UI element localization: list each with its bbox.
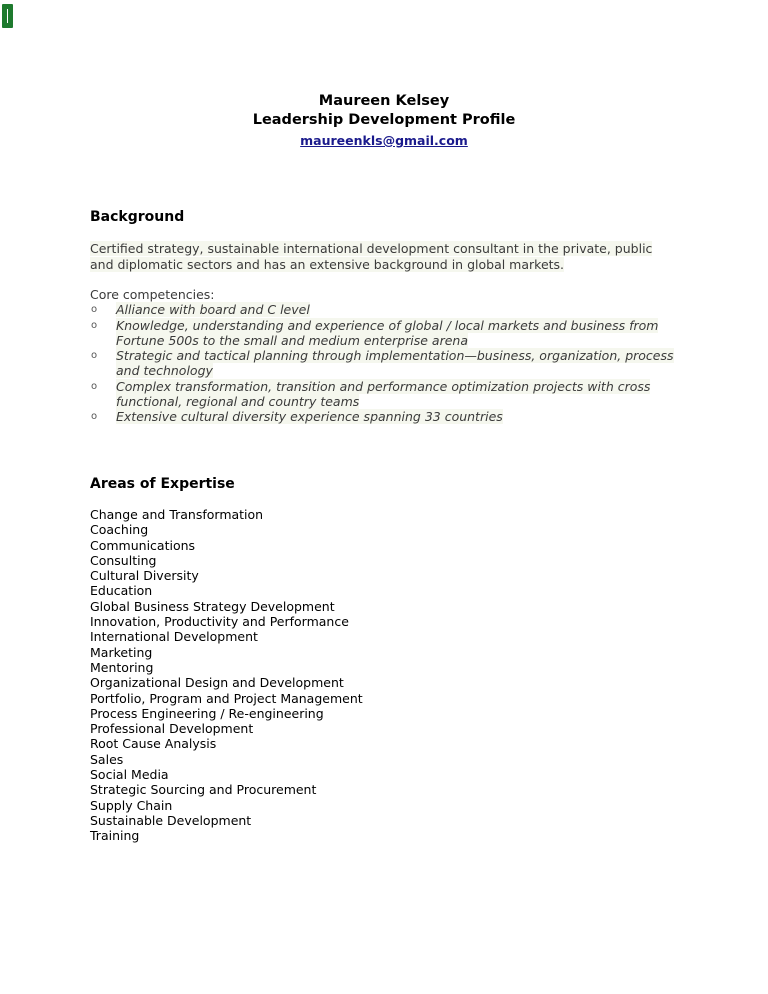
email-link[interactable]: maureenkls@gmail.com [300, 133, 468, 148]
bullet-icon: o [91, 350, 98, 362]
competency-text: functional, regional and country teams [116, 394, 360, 410]
expertise-item: Professional Development [90, 721, 254, 737]
expertise-section [90, 475, 690, 493]
expertise-item: Sustainable Development [90, 812, 252, 828]
expertise-item: Root Cause Analysis [90, 736, 217, 752]
competency-list [90, 302, 690, 424]
profile-header [0, 92, 768, 149]
competency-item [90, 348, 690, 379]
expertise-heading: Areas of Expertise [90, 476, 235, 492]
competency-text: Knowledge, understanding and experience of global / local markets and business from [116, 317, 659, 333]
bullet-icon: o [91, 411, 98, 423]
core-competencies [90, 287, 690, 425]
expertise-item: Coaching [90, 522, 149, 538]
expertise-item: Mentoring [90, 659, 154, 675]
background-section [90, 208, 690, 226]
expertise-item: Social Media [90, 767, 169, 783]
competency-text: Strategic and tactical planning through implementation—business, organization, process [116, 348, 674, 364]
expertise-item: Training [90, 828, 140, 844]
expertise-item: Portfolio, Program and Project Management [90, 690, 363, 706]
background-line-1: Certified strategy, sustainable international development consultant in the private, public [90, 241, 653, 256]
background-line-2: and diplomatic sectors and has an extensive background in global markets. [90, 256, 565, 272]
profile-name: Maureen Kelsey [318, 93, 450, 109]
competency-item [90, 379, 690, 410]
expertise-item: Education [90, 583, 153, 599]
document-marker-icon [2, 4, 13, 28]
competency-text: Alliance with board and C level [116, 302, 310, 318]
bullet-icon: o [91, 304, 98, 316]
profile-subtitle: Leadership Development Profile [252, 112, 516, 128]
competency-item [90, 302, 690, 317]
competency-item [90, 409, 690, 424]
expertise-item: Global Business Strategy Development [90, 598, 335, 614]
expertise-item: Organizational Design and Development [90, 675, 344, 691]
background-heading: Background [90, 209, 185, 225]
expertise-item: Process Engineering / Re-engineering [90, 705, 324, 721]
competency-item [90, 318, 690, 349]
competency-text: Extensive cultural diversity experience spanning 33 countries [116, 409, 503, 425]
core-competencies-label: Core competencies: [90, 287, 215, 302]
expertise-list [90, 507, 490, 844]
expertise-item: International Development [90, 629, 258, 645]
expertise-item: Supply Chain [90, 797, 173, 813]
competency-text: Complex transformation, transition and performance optimization projects with cross [116, 378, 651, 394]
expertise-item: Strategic Sourcing and Procurement [90, 782, 317, 798]
background-paragraph [90, 241, 680, 272]
expertise-item: Sales [90, 751, 124, 767]
expertise-item: Communications [90, 537, 196, 553]
expertise-item: Innovation, Productivity and Performance [90, 614, 349, 630]
expertise-item: Marketing [90, 644, 153, 660]
expertise-item: Consulting [90, 552, 157, 568]
bullet-icon: o [91, 380, 98, 392]
competency-text: Fortune 500s to the small and medium enterprise arena [116, 332, 468, 348]
bullet-icon: o [91, 319, 98, 331]
competency-text: and technology [116, 363, 213, 379]
expertise-item: Change and Transformation [90, 507, 264, 522]
expertise-item: Cultural Diversity [90, 568, 199, 584]
